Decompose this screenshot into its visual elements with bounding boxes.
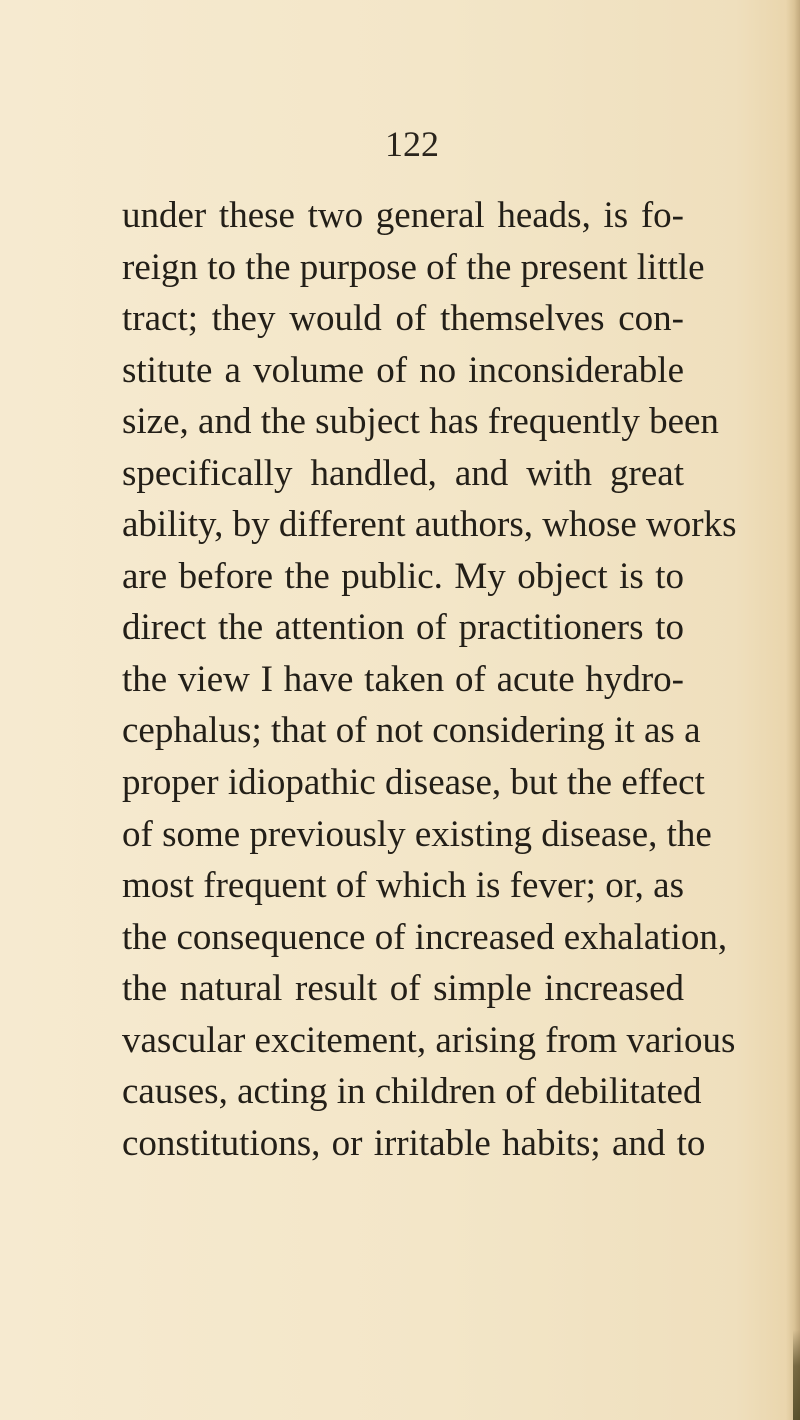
text-line: size, and the subject has frequently been	[122, 401, 719, 443]
body-text	[122, 190, 737, 1169]
text-line: proper idiopathic disease, but the effect	[122, 762, 705, 804]
text-line: the natural result of simple increased	[122, 968, 684, 1010]
text-line: the consequence of increased exhalation,	[122, 916, 728, 958]
text-line: are before the public. My object is to	[122, 555, 684, 597]
text-line: under these two general heads, is fo-	[122, 195, 684, 236]
page-number: 122	[385, 124, 439, 164]
text-line: direct the attention of practitioners to	[122, 607, 684, 649]
text-line: vascular excitement, arising from various	[122, 1019, 736, 1061]
page-edge-shadow	[786, 0, 800, 1420]
text-line: of some previously existing disease, the	[122, 813, 712, 855]
text-line: tract; they would of themselves con-	[122, 298, 684, 340]
text-line: constitutions, or irritable habits; and to	[122, 1122, 706, 1164]
text-line: reign to the purpose of the present little	[122, 246, 705, 288]
text-line: ability, by different authors, whose works	[122, 504, 737, 546]
text-line: specifically handled, and with great	[122, 452, 684, 494]
text-line: cephalus; that of not considering it as a	[122, 710, 701, 752]
text-line: the view I have taken of acute hydro-	[122, 658, 684, 700]
text-line: most frequent of which is fever; or, as	[122, 865, 684, 907]
page-edge-binding	[793, 1330, 800, 1420]
text-line: stitute a volume of no inconsiderable	[122, 349, 684, 391]
text-line: causes, acting in children of debilitated	[122, 1071, 702, 1113]
